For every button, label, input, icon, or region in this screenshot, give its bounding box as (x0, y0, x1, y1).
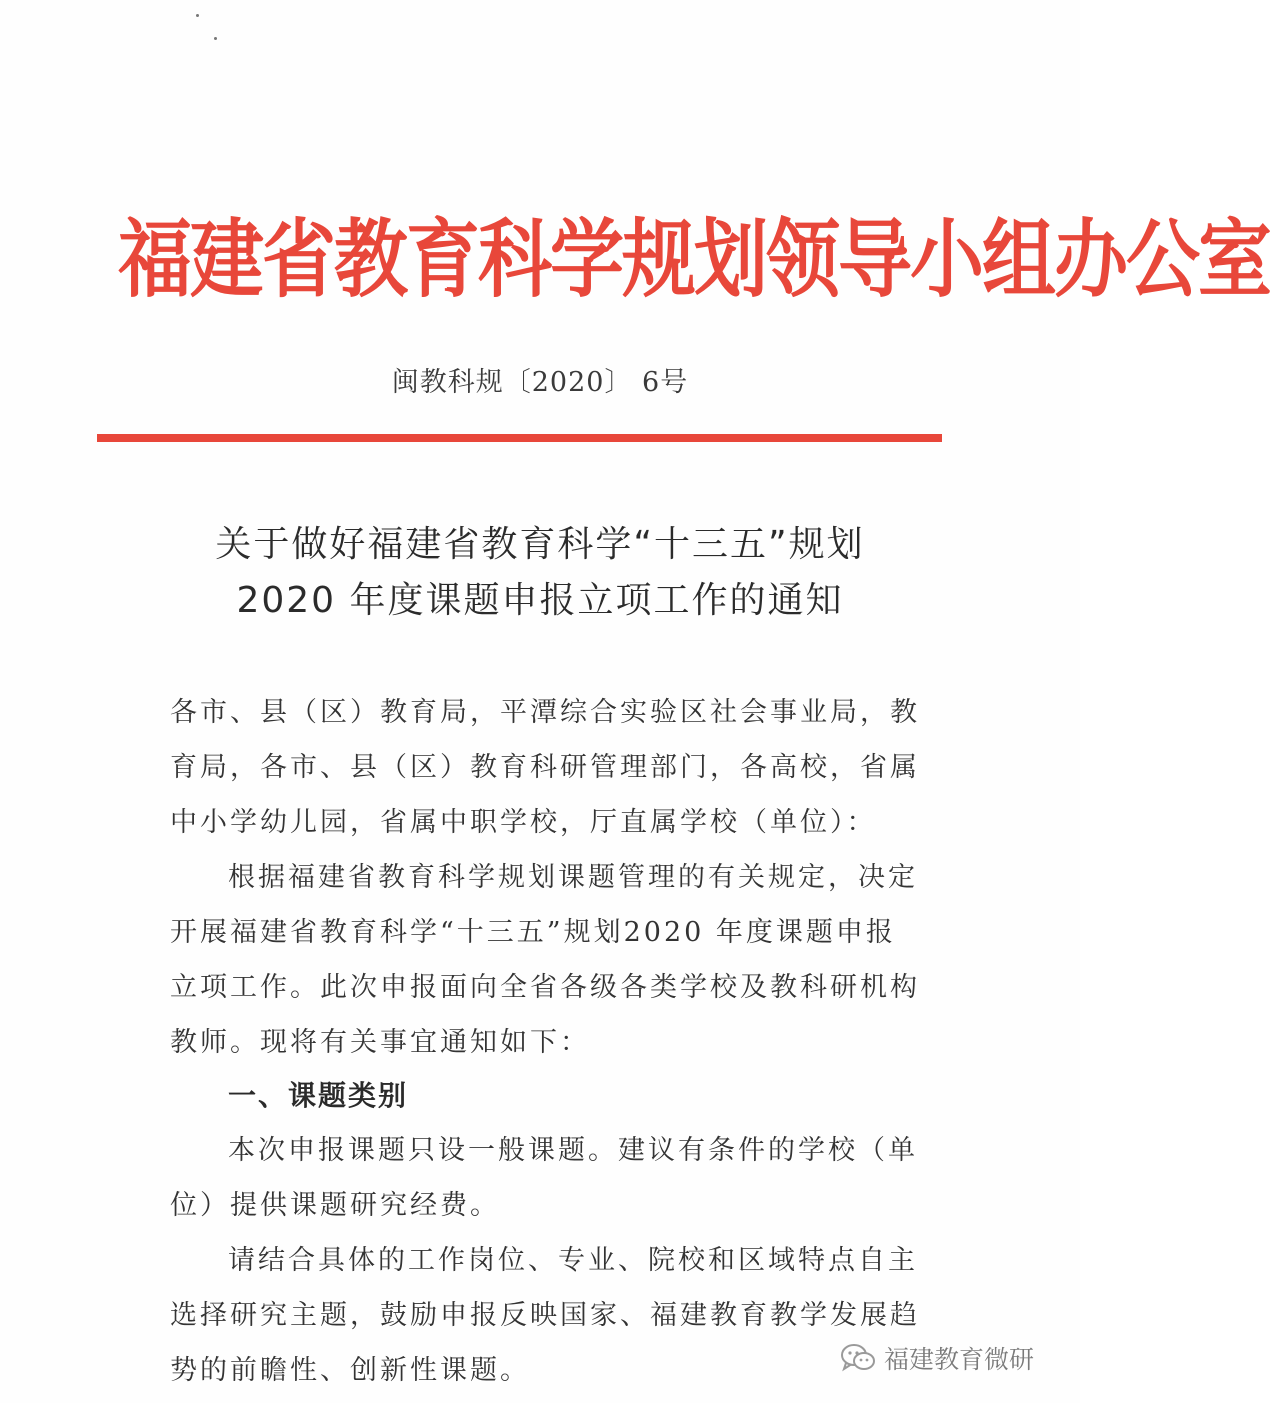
section1-para2-line-1: 请结合具体的工作岗位、专业、院校和区域特点自主 (228, 1245, 918, 1276)
scan-speck (214, 37, 217, 40)
watermark-text: 福建教育微研 (884, 1345, 1035, 1374)
section1-para1-line-2: 位）提供课题研究经费。 (170, 1190, 500, 1221)
wechat-icon (840, 1343, 876, 1373)
issuing-organization: 福建省教育科学规划领导小组办公室 (118, 210, 1270, 310)
source-watermark (840, 1338, 1034, 1378)
section1-para2-line-2: 选择研究主题，鼓励申报反映国家、福建教育教学发展趋 (170, 1300, 920, 1331)
salutation-line-3: 中小学幼儿园，省属中职学校，厅直属学校（单位）： (170, 807, 877, 838)
section-heading-1: 一、课题类别 (228, 1079, 409, 1112)
section1-para1-line-1: 本次申报课题只设一般课题。建议有条件的学校（单 (228, 1135, 918, 1166)
scan-speck (196, 14, 199, 17)
document-number: 闽教科规〔2020〕 6号 (391, 367, 689, 398)
intro-line-2: 开展福建省教育科学“十三五”规划2020 年度课题申报 (170, 917, 896, 948)
salutation-line-2: 育局，各市、县（区）教育科研管理部门，各高校，省属 (170, 752, 920, 783)
intro-line-3: 立项工作。此次申报面向全省各级各类学校及教科研机构 (170, 972, 920, 1003)
intro-line-4: 教师。现将有关事宜通知如下： (170, 1027, 590, 1058)
red-divider (97, 434, 942, 442)
intro-line-1: 根据福建省教育科学规划课题管理的有关规定，决定 (228, 862, 918, 893)
salutation-line-1: 各市、县（区）教育局，平潭综合实验区社会事业局，教 (170, 697, 920, 728)
section1-para2-line-3: 势的前瞻性、创新性课题。 (170, 1355, 530, 1386)
notice-title-line-1: 关于做好福建省教育科学“十三五”规划 (215, 524, 865, 565)
notice-title-line-2: 2020 年度课题申报立项工作的通知 (236, 580, 844, 621)
